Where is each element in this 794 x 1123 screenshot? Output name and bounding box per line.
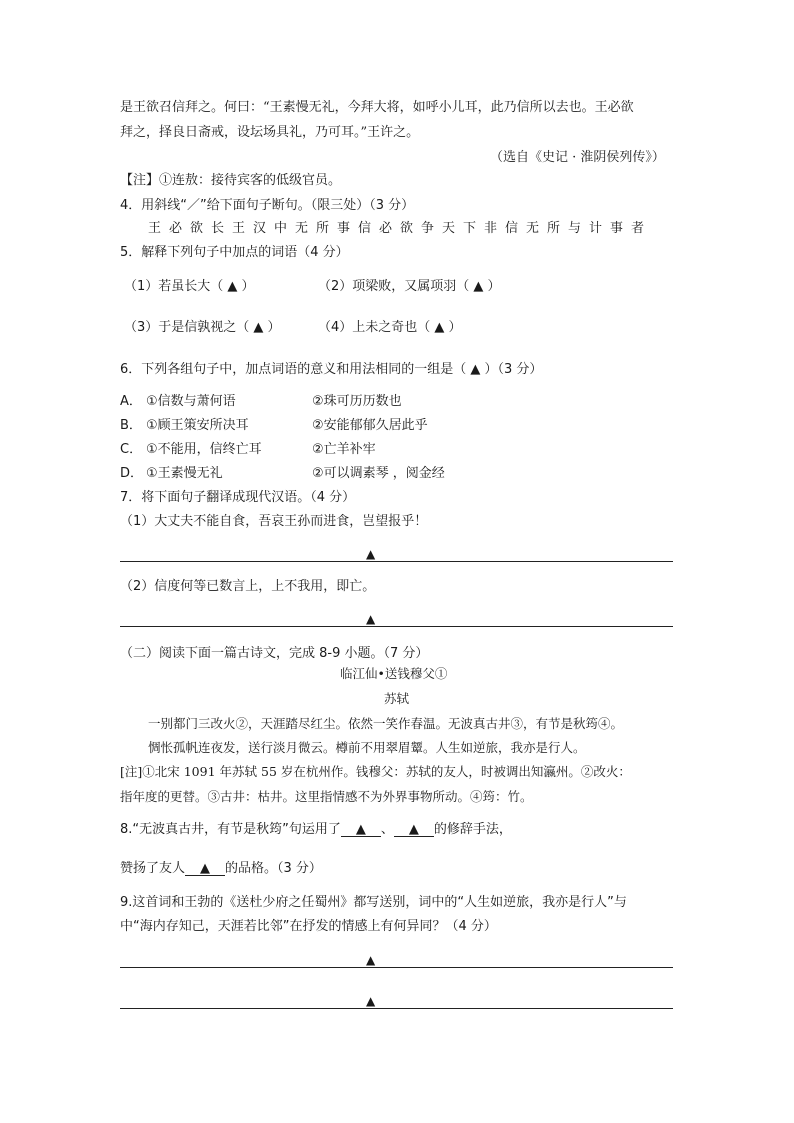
q6-option-a: ①顾王策安所决耳	[146, 418, 249, 433]
q8-blank-1[interactable]: ▲	[341, 823, 381, 837]
q6-prompt: 6．下列各组句子中，加点词语的意义和用法相同的一组是（ ▲ ）（3 分）	[120, 362, 543, 377]
q6-option-a: ①信数与萧何语	[146, 394, 236, 409]
q5-item-1: （1）若虽长大（ ▲ ）	[124, 279, 255, 294]
answer-marker: ▲	[366, 547, 376, 561]
q6-option-a: ①不能用，信终亡耳	[146, 442, 262, 457]
q9-line-1: 9.这首词和王勃的《送杜少府之任蜀州》都写送别，词中的“人生如逆旅，我亦是行人”与	[120, 895, 627, 910]
q8-line2-prefix: 赞扬了友人	[120, 861, 186, 876]
q7-sentence-1: （1）大丈夫不能自食，吾哀王孙而进食，岂望报乎！	[120, 514, 428, 529]
answer-marker: ▲	[366, 612, 376, 626]
q6-option-b: ②安能郁郁久居此乎	[312, 418, 428, 433]
q7-prompt: 7．将下面句子翻译成现代汉语。（4 分）	[120, 490, 356, 505]
answer-marker: ▲	[366, 994, 376, 1008]
q6-option-label: B．	[120, 418, 142, 433]
q5-item-3: （3）于是信孰视之（ ▲ ）	[124, 320, 281, 335]
q9-line-2: 中“海内存知己，天涯若比邻”在抒发的情感上有何异同？（4 分）	[120, 919, 497, 934]
q8-suffix: 的修辞手法，	[433, 822, 512, 837]
q8-line2-suffix: 的品格。（3 分）	[225, 861, 322, 876]
q6-option-label: A．	[120, 394, 142, 409]
q6-option-b: ②亡羊补牢	[312, 442, 376, 457]
q6-option-b: ②可以调素琴 ，阅金经	[312, 466, 445, 481]
q8-separator: 、	[380, 822, 394, 837]
poem-author: 苏轼	[384, 691, 410, 706]
q5-item-2: （2）项梁败，又属项羽（ ▲ ）	[318, 279, 501, 294]
answer-marker: ▲	[366, 953, 376, 967]
passage-note: 【注】①连敖：接待宾客的低级官员。	[120, 173, 342, 188]
q8-blank-2[interactable]: ▲	[394, 823, 434, 837]
poem-title: 临江仙•送钱穆父①	[340, 666, 448, 681]
answer-line[interactable]	[120, 1008, 673, 1009]
poem-line-2: 惆怅孤帆连夜发，送行淡月微云。樽前不用翠眉颦。人生如逆旅，我亦是行人。	[148, 740, 586, 755]
q6-option-a: ①王素慢无礼	[146, 466, 223, 481]
section-header: （二）阅读下面一篇古诗文，完成 8-9 小题。（7 分）	[120, 646, 429, 661]
poem-line-1: 一别都门三改火②，天涯踏尽红尘。依然一笑作春温。无波真古井③，有节是秋筠④。	[148, 716, 624, 731]
passage-line-1: 是王欲召信拜之。何曰：“王素慢无礼，今拜大将，如呼小儿耳，此乃信所以去也。王必欲	[120, 100, 634, 115]
q6-option-label: D．	[120, 466, 144, 481]
passage-source: （选自《史记 · 淮阴侯列传》）	[490, 150, 665, 165]
q8-line-1	[120, 823, 512, 837]
passage-line-2: 拜之，择良日斋戒，设坛场具礼，乃可耳。”王许之。	[120, 125, 420, 140]
answer-line[interactable]	[120, 967, 673, 968]
answer-line[interactable]	[120, 626, 673, 627]
q4-prompt: 4．用斜线“／”给下面句子断句。（限三处）（3 分）	[120, 198, 415, 213]
q7-sentence-2: （2）信度何等已数言上，上不我用，即亡。	[120, 579, 376, 594]
q8-line-2	[120, 862, 322, 876]
q5-item-4: （4）上未之奇也（ ▲ ）	[318, 320, 462, 335]
poem-note-1: [注]①北宋 1091 年苏轼 55 岁在杭州作。钱穆父：苏轼的友人，时被调出知瀛州。②改火：	[120, 764, 631, 779]
q8-blank-3[interactable]: ▲	[185, 862, 225, 876]
q4-sentence: 王必欲长王汉中无所事信必欲争天下非信无所与计事者	[148, 221, 653, 236]
q5-prompt: 5．解释下列句子中加点的词语（4 分）	[120, 245, 349, 260]
q6-option-label: C．	[120, 442, 143, 457]
q8-prefix: 8.“无波真古井，有节是秋筠”句运用了	[120, 822, 341, 837]
answer-line[interactable]	[120, 561, 673, 562]
poem-note-2: 指年度的更替。③古井：枯井。这里指情感不为外界事物所动。④筠：竹。	[120, 789, 533, 804]
q6-option-b: ②珠可历历数也	[312, 394, 402, 409]
